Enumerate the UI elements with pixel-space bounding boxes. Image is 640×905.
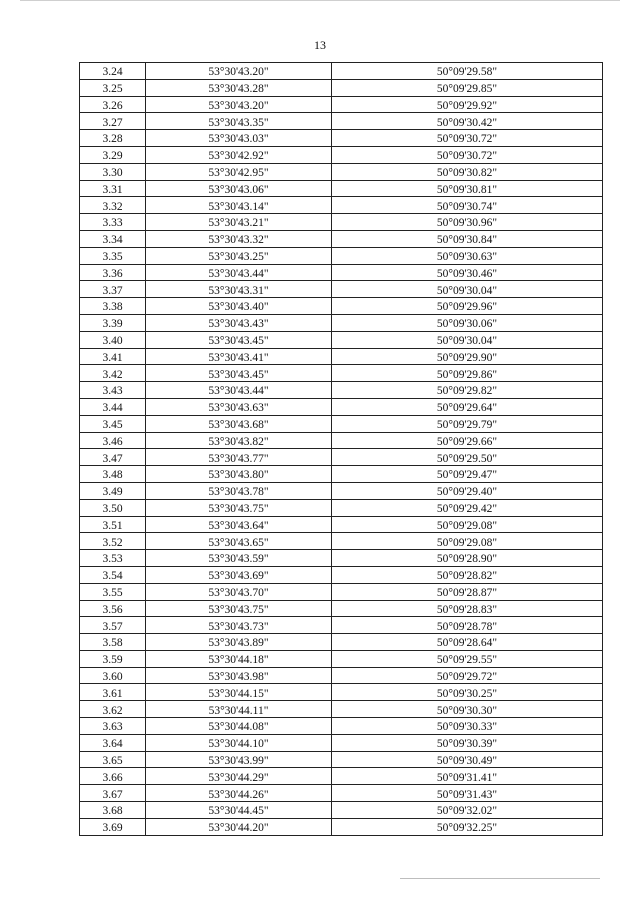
- longitude-cell: 50°09'30.33": [332, 718, 603, 735]
- point-number-cell: 3.69: [80, 818, 146, 835]
- table-row: [80, 365, 603, 382]
- table-row: [80, 230, 603, 247]
- longitude-cell: 50°09'30.74": [332, 197, 603, 214]
- coordinates-table: [79, 62, 603, 836]
- point-number-cell: 3.66: [80, 768, 146, 785]
- longitude-cell: 50°09'30.30": [332, 701, 603, 718]
- point-number-cell: 3.36: [80, 264, 146, 281]
- point-number-cell: 3.42: [80, 365, 146, 382]
- longitude-cell: 50°09'29.64": [332, 398, 603, 415]
- table-row: [80, 802, 603, 819]
- latitude-cell: 53°30'43.68": [146, 415, 332, 432]
- table-row: [80, 130, 603, 147]
- latitude-cell: 53°30'44.20": [146, 818, 332, 835]
- table-row: [80, 197, 603, 214]
- point-number-cell: 3.58: [80, 634, 146, 651]
- longitude-cell: 50°09'29.66": [332, 432, 603, 449]
- latitude-cell: 53°30'43.64": [146, 516, 332, 533]
- latitude-cell: 53°30'43.69": [146, 566, 332, 583]
- point-number-cell: 3.41: [80, 348, 146, 365]
- latitude-cell: 53°30'43.99": [146, 751, 332, 768]
- table-row: [80, 482, 603, 499]
- latitude-cell: 53°30'44.11": [146, 701, 332, 718]
- point-number-cell: 3.25: [80, 79, 146, 96]
- latitude-cell: 53°30'44.10": [146, 734, 332, 751]
- latitude-cell: 53°30'43.59": [146, 550, 332, 567]
- point-number-cell: 3.53: [80, 550, 146, 567]
- longitude-cell: 50°09'30.04": [332, 331, 603, 348]
- longitude-cell: 50°09'30.49": [332, 751, 603, 768]
- coordinates-table-body: [80, 63, 603, 836]
- point-number-cell: 3.44: [80, 398, 146, 415]
- scan-edge-top: [20, 0, 620, 1]
- latitude-cell: 53°30'43.77": [146, 449, 332, 466]
- table-row: [80, 63, 603, 80]
- point-number-cell: 3.31: [80, 180, 146, 197]
- table-row: [80, 214, 603, 231]
- point-number-cell: 3.47: [80, 449, 146, 466]
- table-row: [80, 617, 603, 634]
- latitude-cell: 53°30'43.32": [146, 230, 332, 247]
- longitude-cell: 50°09'30.06": [332, 314, 603, 331]
- latitude-cell: 53°30'43.45": [146, 331, 332, 348]
- longitude-cell: 50°09'28.82": [332, 566, 603, 583]
- longitude-cell: 50°09'29.72": [332, 667, 603, 684]
- longitude-cell: 50°09'28.78": [332, 617, 603, 634]
- longitude-cell: 50°09'29.85": [332, 79, 603, 96]
- point-number-cell: 3.62: [80, 701, 146, 718]
- latitude-cell: 53°30'43.44": [146, 264, 332, 281]
- table-row: [80, 331, 603, 348]
- point-number-cell: 3.55: [80, 583, 146, 600]
- point-number-cell: 3.56: [80, 600, 146, 617]
- point-number-cell: 3.28: [80, 130, 146, 147]
- point-number-cell: 3.32: [80, 197, 146, 214]
- longitude-cell: 50°09'29.42": [332, 499, 603, 516]
- table-row: [80, 667, 603, 684]
- table-row: [80, 533, 603, 550]
- longitude-cell: 50°09'32.02": [332, 802, 603, 819]
- longitude-cell: 50°09'29.55": [332, 650, 603, 667]
- latitude-cell: 53°30'43.78": [146, 482, 332, 499]
- point-number-cell: 3.30: [80, 163, 146, 180]
- table-row: [80, 247, 603, 264]
- table-row: [80, 600, 603, 617]
- latitude-cell: 53°30'44.08": [146, 718, 332, 735]
- latitude-cell: 53°30'44.45": [146, 802, 332, 819]
- latitude-cell: 53°30'43.40": [146, 298, 332, 315]
- point-number-cell: 3.59: [80, 650, 146, 667]
- table-row: [80, 96, 603, 113]
- latitude-cell: 53°30'44.15": [146, 684, 332, 701]
- table-row: [80, 466, 603, 483]
- latitude-cell: 53°30'43.89": [146, 634, 332, 651]
- scan-edge-bottom: [400, 878, 600, 879]
- latitude-cell: 53°30'43.75": [146, 600, 332, 617]
- point-number-cell: 3.24: [80, 63, 146, 80]
- longitude-cell: 50°09'29.08": [332, 516, 603, 533]
- point-number-cell: 3.27: [80, 113, 146, 130]
- longitude-cell: 50°09'29.40": [332, 482, 603, 499]
- table-row: [80, 634, 603, 651]
- table-row: [80, 785, 603, 802]
- table-row: [80, 79, 603, 96]
- point-number-cell: 3.39: [80, 314, 146, 331]
- latitude-cell: 53°30'43.65": [146, 533, 332, 550]
- table-row: [80, 818, 603, 835]
- point-number-cell: 3.65: [80, 751, 146, 768]
- longitude-cell: 50°09'30.04": [332, 281, 603, 298]
- longitude-cell: 50°09'31.43": [332, 785, 603, 802]
- table-row: [80, 718, 603, 735]
- point-number-cell: 3.67: [80, 785, 146, 802]
- point-number-cell: 3.50: [80, 499, 146, 516]
- latitude-cell: 53°30'43.82": [146, 432, 332, 449]
- point-number-cell: 3.57: [80, 617, 146, 634]
- table-row: [80, 432, 603, 449]
- point-number-cell: 3.40: [80, 331, 146, 348]
- table-row: [80, 701, 603, 718]
- point-number-cell: 3.60: [80, 667, 146, 684]
- table-row: [80, 146, 603, 163]
- table-row: [80, 382, 603, 399]
- table-row: [80, 180, 603, 197]
- table-row: [80, 550, 603, 567]
- point-number-cell: 3.34: [80, 230, 146, 247]
- longitude-cell: 50°09'31.41": [332, 768, 603, 785]
- table-row: [80, 768, 603, 785]
- latitude-cell: 53°30'43.28": [146, 79, 332, 96]
- latitude-cell: 53°30'43.14": [146, 197, 332, 214]
- table-row: [80, 751, 603, 768]
- longitude-cell: 50°09'30.81": [332, 180, 603, 197]
- longitude-cell: 50°09'30.25": [332, 684, 603, 701]
- longitude-cell: 50°09'30.46": [332, 264, 603, 281]
- point-number-cell: 3.38: [80, 298, 146, 315]
- latitude-cell: 53°30'43.98": [146, 667, 332, 684]
- latitude-cell: 53°30'43.41": [146, 348, 332, 365]
- longitude-cell: 50°09'29.50": [332, 449, 603, 466]
- point-number-cell: 3.45: [80, 415, 146, 432]
- latitude-cell: 53°30'43.21": [146, 214, 332, 231]
- point-number-cell: 3.54: [80, 566, 146, 583]
- table-row: [80, 264, 603, 281]
- page-number: 13: [314, 38, 326, 52]
- point-number-cell: 3.29: [80, 146, 146, 163]
- longitude-cell: 50°09'28.87": [332, 583, 603, 600]
- longitude-cell: 50°09'30.96": [332, 214, 603, 231]
- point-number-cell: 3.63: [80, 718, 146, 735]
- longitude-cell: 50°09'29.47": [332, 466, 603, 483]
- longitude-cell: 50°09'29.92": [332, 96, 603, 113]
- longitude-cell: 50°09'29.08": [332, 533, 603, 550]
- longitude-cell: 50°09'28.90": [332, 550, 603, 567]
- point-number-cell: 3.33: [80, 214, 146, 231]
- longitude-cell: 50°09'30.82": [332, 163, 603, 180]
- table-row: [80, 113, 603, 130]
- table-row: [80, 398, 603, 415]
- table-row: [80, 281, 603, 298]
- point-number-cell: 3.37: [80, 281, 146, 298]
- longitude-cell: 50°09'29.82": [332, 382, 603, 399]
- point-number-cell: 3.26: [80, 96, 146, 113]
- table-row: [80, 415, 603, 432]
- longitude-cell: 50°09'30.63": [332, 247, 603, 264]
- point-number-cell: 3.52: [80, 533, 146, 550]
- longitude-cell: 50°09'29.86": [332, 365, 603, 382]
- latitude-cell: 53°30'44.29": [146, 768, 332, 785]
- point-number-cell: 3.64: [80, 734, 146, 751]
- longitude-cell: 50°09'28.83": [332, 600, 603, 617]
- latitude-cell: 53°30'43.73": [146, 617, 332, 634]
- table-row: [80, 449, 603, 466]
- latitude-cell: 53°30'43.43": [146, 314, 332, 331]
- table-row: [80, 566, 603, 583]
- table-row: [80, 650, 603, 667]
- latitude-cell: 53°30'43.20": [146, 63, 332, 80]
- latitude-cell: 53°30'43.63": [146, 398, 332, 415]
- longitude-cell: 50°09'29.79": [332, 415, 603, 432]
- longitude-cell: 50°09'29.58": [332, 63, 603, 80]
- longitude-cell: 50°09'32.25": [332, 818, 603, 835]
- table-row: [80, 684, 603, 701]
- longitude-cell: 50°09'29.90": [332, 348, 603, 365]
- latitude-cell: 53°30'43.31": [146, 281, 332, 298]
- latitude-cell: 53°30'43.75": [146, 499, 332, 516]
- latitude-cell: 53°30'43.25": [146, 247, 332, 264]
- longitude-cell: 50°09'30.42": [332, 113, 603, 130]
- point-number-cell: 3.68: [80, 802, 146, 819]
- latitude-cell: 53°30'42.92": [146, 146, 332, 163]
- longitude-cell: 50°09'29.96": [332, 298, 603, 315]
- latitude-cell: 53°30'43.44": [146, 382, 332, 399]
- table-row: [80, 298, 603, 315]
- longitude-cell: 50°09'30.72": [332, 146, 603, 163]
- table-row: [80, 348, 603, 365]
- latitude-cell: 53°30'43.80": [146, 466, 332, 483]
- latitude-cell: 53°30'42.95": [146, 163, 332, 180]
- latitude-cell: 53°30'43.70": [146, 583, 332, 600]
- latitude-cell: 53°30'43.20": [146, 96, 332, 113]
- latitude-cell: 53°30'43.03": [146, 130, 332, 147]
- latitude-cell: 53°30'44.18": [146, 650, 332, 667]
- table-row: [80, 734, 603, 751]
- point-number-cell: 3.61: [80, 684, 146, 701]
- point-number-cell: 3.49: [80, 482, 146, 499]
- point-number-cell: 3.46: [80, 432, 146, 449]
- longitude-cell: 50°09'30.39": [332, 734, 603, 751]
- table-row: [80, 314, 603, 331]
- table-row: [80, 583, 603, 600]
- latitude-cell: 53°30'43.35": [146, 113, 332, 130]
- point-number-cell: 3.48: [80, 466, 146, 483]
- latitude-cell: 53°30'43.45": [146, 365, 332, 382]
- longitude-cell: 50°09'30.84": [332, 230, 603, 247]
- longitude-cell: 50°09'30.72": [332, 130, 603, 147]
- point-number-cell: 3.43: [80, 382, 146, 399]
- longitude-cell: 50°09'28.64": [332, 634, 603, 651]
- point-number-cell: 3.35: [80, 247, 146, 264]
- latitude-cell: 53°30'43.06": [146, 180, 332, 197]
- table-row: [80, 516, 603, 533]
- point-number-cell: 3.51: [80, 516, 146, 533]
- latitude-cell: 53°30'44.26": [146, 785, 332, 802]
- table-row: [80, 163, 603, 180]
- table-row: [80, 499, 603, 516]
